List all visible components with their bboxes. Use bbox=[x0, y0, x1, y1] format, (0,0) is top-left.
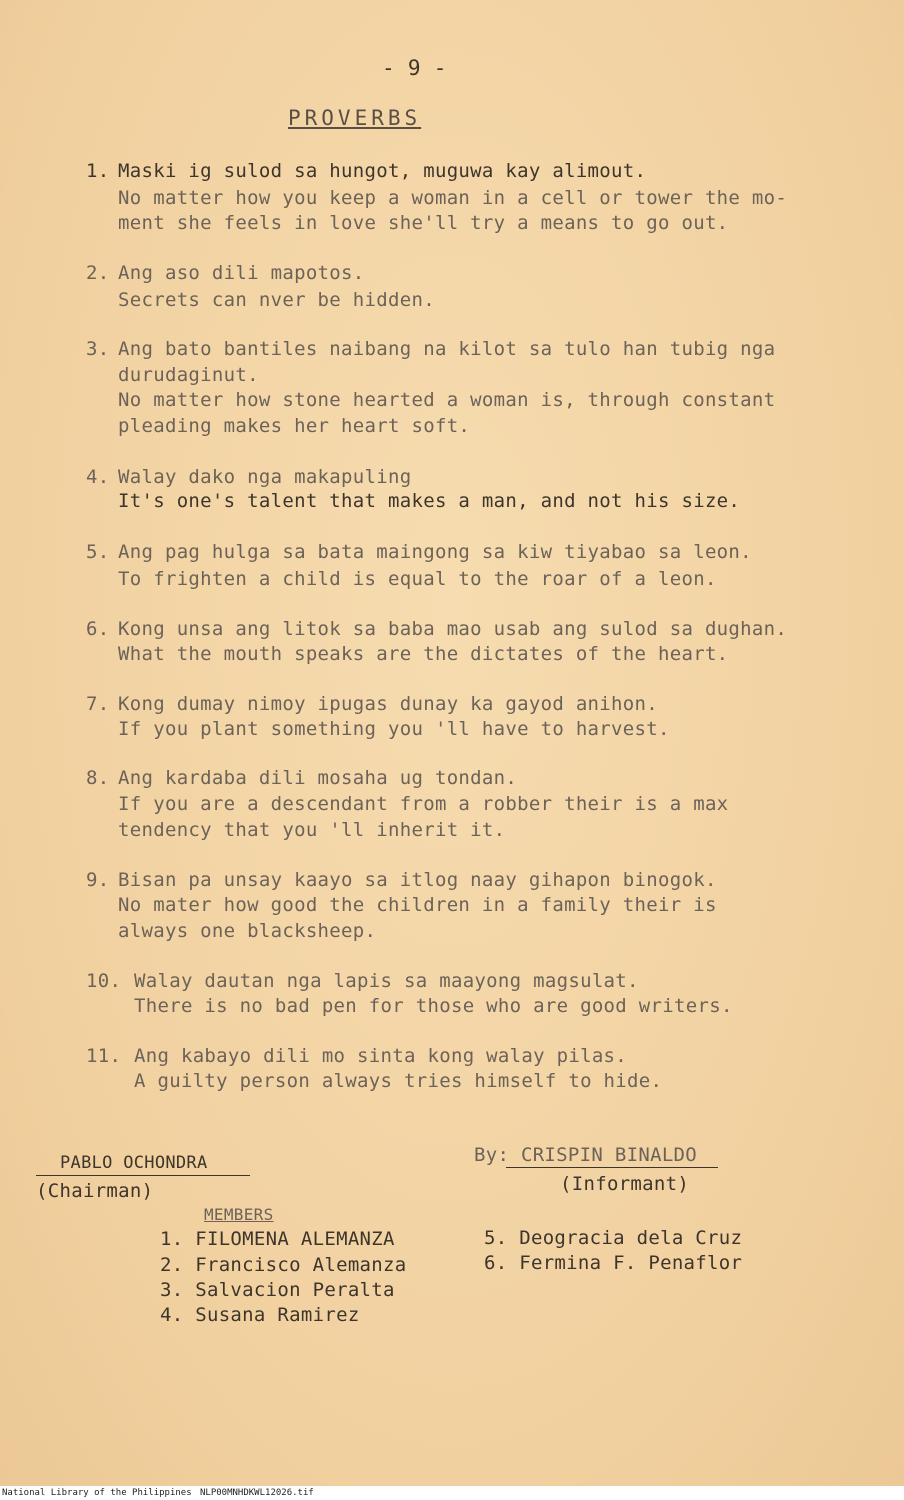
proverb-number: 5. bbox=[86, 541, 110, 563]
proverb-translation: tendency that you 'll inherit it. bbox=[118, 819, 506, 841]
informant-role: (Informant) bbox=[560, 1173, 690, 1195]
proverb-number: 1. bbox=[86, 160, 110, 182]
footer-file-name: NLP00MNHDKWL12026.tif bbox=[200, 1488, 314, 1498]
proverb-text: Ang pag hulga sa bata maingong sa kiw tiyabao sa leon. bbox=[118, 541, 752, 563]
member-name: 1. FILOMENA ALEMANZA bbox=[160, 1228, 395, 1250]
proverb-translation: Secrets can nver be hidden. bbox=[118, 289, 435, 311]
member-name: 5. Deogracia dela Cruz bbox=[484, 1227, 743, 1249]
proverb-translation: It's one's talent that makes a man, and not his size. bbox=[118, 490, 741, 512]
proverb-translation: If you are a descendant from a robber their is a max bbox=[118, 793, 729, 815]
members-heading: MEMBERS bbox=[204, 1205, 274, 1224]
proverb-translation: always one blacksheep. bbox=[118, 920, 377, 942]
proverb-text: Bisan pa unsay kaayo sa itlog naay gihapon binogok. bbox=[118, 869, 717, 891]
proverb-number: 9. bbox=[86, 869, 110, 891]
proverb-number: 6. bbox=[86, 618, 110, 640]
informant-signature-line bbox=[506, 1167, 718, 1168]
proverb-text: Ang kabayo dili mo sinta kong walay pilas. bbox=[134, 1045, 628, 1067]
proverb-number: 10. bbox=[86, 970, 122, 992]
proverb-number: 3. bbox=[86, 338, 110, 360]
proverb-translation: To frighten a child is equal to the roar of a leon. bbox=[118, 568, 717, 590]
proverb-number: 11. bbox=[86, 1045, 122, 1067]
chairman-name: PABLO OCHONDRA bbox=[60, 1153, 208, 1173]
chairman-signature-line bbox=[36, 1175, 250, 1176]
member-name: 6. Fermina F. Penaflor bbox=[484, 1252, 743, 1274]
proverb-number: 2. bbox=[86, 262, 110, 284]
page-title: PROVERBS bbox=[288, 106, 422, 130]
proverb-text: Kong unsa ang litok sa baba mao usab ang sulod sa dughan. bbox=[118, 618, 788, 640]
member-name: 4. Susana Ramirez bbox=[160, 1304, 360, 1326]
proverb-text: Ang kardaba dili mosaha ug tondan. bbox=[118, 767, 518, 789]
proverb-translation: No mater how good the children in a family their is bbox=[118, 894, 717, 916]
proverb-translation: ment she feels in love she'll try a means to go out. bbox=[118, 212, 729, 234]
informant-name: By: CRISPIN BINALDO bbox=[474, 1144, 698, 1166]
proverb-translation: pleading makes her heart soft. bbox=[118, 415, 471, 437]
proverb-text: Walay dautan nga lapis sa maayong magsulat. bbox=[134, 970, 639, 992]
proverb-translation: If you plant something you 'll have to harvest. bbox=[118, 718, 670, 740]
proverb-text: durudaginut. bbox=[118, 364, 259, 386]
page-number: - 9 - bbox=[382, 56, 447, 80]
proverb-text: Kong dumay nimoy ipugas dunay ka gayod anihon. bbox=[118, 693, 658, 715]
proverb-text: Ang bato bantiles naibang na kilot sa tulo han tubig nga bbox=[118, 338, 776, 360]
proverb-text: Walay dako nga makapuling bbox=[118, 466, 412, 488]
chairman-role: (Chairman) bbox=[36, 1180, 154, 1202]
proverb-translation: No matter how stone hearted a woman is, through constant bbox=[118, 389, 776, 411]
proverb-translation: There is no bad pen for those who are good writers. bbox=[134, 995, 733, 1017]
proverb-translation: What the mouth speaks are the dictates of the heart. bbox=[118, 643, 729, 665]
footer-library-name: National Library of the Philippines bbox=[2, 1488, 192, 1498]
proverb-number: 4. bbox=[86, 466, 110, 488]
proverb-number: 8. bbox=[86, 767, 110, 789]
member-name: 2. Francisco Alemanza bbox=[160, 1254, 407, 1276]
proverb-number: 7. bbox=[86, 693, 110, 715]
proverb-translation: A guilty person always tries himself to hide. bbox=[134, 1070, 663, 1092]
member-name: 3. Salvacion Peralta bbox=[160, 1279, 395, 1301]
proverb-translation: No matter how you keep a woman in a cell or tower the mo- bbox=[118, 187, 788, 209]
proverb-text: Maski ig sulod sa hungot, muguwa kay alimout. bbox=[118, 160, 647, 182]
archive-footer bbox=[0, 1486, 904, 1500]
proverb-text: Ang aso dili mapotos. bbox=[118, 262, 365, 284]
